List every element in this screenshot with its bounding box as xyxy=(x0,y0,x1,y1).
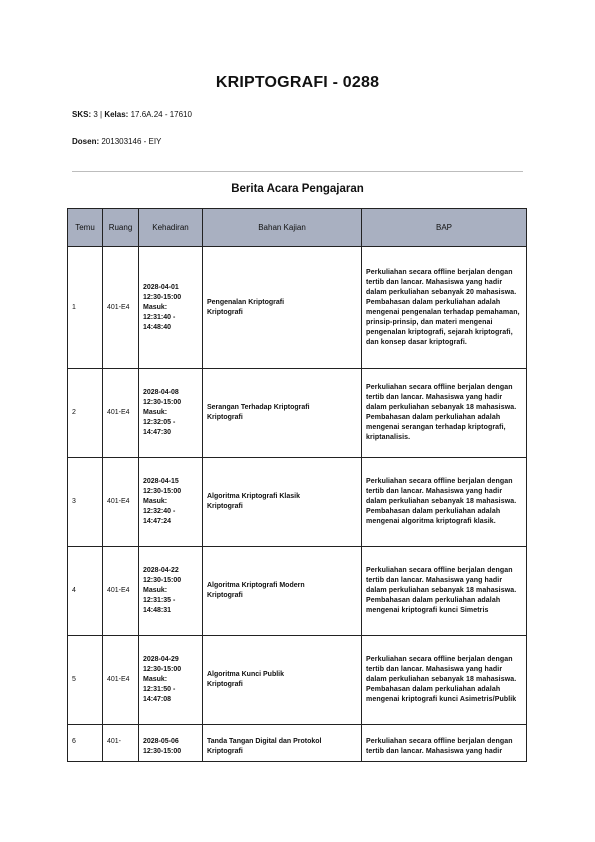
row-temu: 5 xyxy=(68,636,103,725)
row-temu: 6 xyxy=(68,725,103,762)
row-bap: Perkuliahan secara offline berjalan dengan tertib dan lancar. Mahasiswa yang hadir dalam perkuliahan sebanyak 18 mahasiswa. Pembahasan dalam perkuliahan adalah mengenai algoritma kriptografi klasik. xyxy=(362,458,527,547)
row-ruang: 401-E4 xyxy=(103,636,139,725)
row-bap: Perkuliahan secara offline berjalan dengan tertib dan lancar. Mahasiswa yang hadir dalam perkuliahan sebanyak 18 mahasiswa. Pembahasan dalam perkuliahan adalah mengenai serangan terhadap kriptografi, kriptanalisis. xyxy=(362,369,527,458)
row-bahan-kajian: Pengenalan Kriptografi Kriptografi xyxy=(203,247,362,369)
row-kehadiran: 2028-05-06 12:30-15:00 xyxy=(139,725,203,762)
kelas-value: 17.6A.24 - 17610 xyxy=(128,110,192,119)
dosen-value: 201303146 - EIY xyxy=(99,137,162,146)
table-header-row xyxy=(68,209,527,247)
row-kehadiran: 2028-04-29 12:30-15:00 Masuk: 12:31:50 - 14:47:08 xyxy=(139,636,203,725)
dosen-label: Dosen: xyxy=(72,137,100,146)
table-row xyxy=(68,247,527,369)
row-ruang: 401-E4 xyxy=(103,547,139,636)
header-temu: Temu xyxy=(68,209,103,247)
row-bahan-kajian: Algoritma Kunci Publik Kriptografi xyxy=(203,636,362,725)
table-row xyxy=(68,547,527,636)
row-kehadiran: 2028-04-01 12:30-15:00 Masuk: 12:31:40 - 14:48:40 xyxy=(139,247,203,369)
sks-label: SKS: xyxy=(72,110,92,119)
header-bahan-kajian: Bahan Kajian xyxy=(203,209,362,247)
row-bap: Perkuliahan secara offline berjalan dengan tertib dan lancar. Mahasiswa yang hadir dalam perkuliahan sebanyak 18 mahasiswa. Pembahasan dalam perkuliahan adalah mengenai kriptografi kunci Simetris xyxy=(362,547,527,636)
row-temu: 1 xyxy=(68,247,103,369)
sks-value: 3 | xyxy=(91,110,105,119)
row-bahan-kajian: Algoritma Kriptografi Modern Kriptografi xyxy=(203,547,362,636)
header-bap: BAP xyxy=(362,209,527,247)
row-bap: Perkuliahan secara offline berjalan dengan tertib dan lancar. Mahasiswa yang hadir dalam perkuliahan sebanyak 18 mahasiswa. Pembahasan dalam perkuliahan adalah mengenai kriptografi kunci Asimetris/Publik xyxy=(362,636,527,725)
row-ruang: 401- xyxy=(103,725,139,762)
row-kehadiran: 2028-04-15 12:30-15:00 Masuk: 12:32:40 - 14:47:24 xyxy=(139,458,203,547)
row-ruang: 401-E4 xyxy=(103,247,139,369)
section-title: Berita Acara Pengajaran xyxy=(231,183,364,195)
row-ruang: 401-E4 xyxy=(103,458,139,547)
course-info-line xyxy=(72,110,192,119)
row-kehadiran: 2028-04-22 12:30-15:00 Masuk: 12:31:35 - 14:48:31 xyxy=(139,547,203,636)
row-kehadiran: 2028-04-08 12:30-15:00 Masuk: 12:32:05 - 14:47:30 xyxy=(139,369,203,458)
row-temu: 3 xyxy=(68,458,103,547)
divider xyxy=(72,171,523,172)
course-title: KRIPTOGRAFI - 0288 xyxy=(215,74,380,91)
row-temu: 2 xyxy=(68,369,103,458)
bap-table xyxy=(67,208,527,762)
row-bap: Perkuliahan secara offline berjalan dengan tertib dan lancar. Mahasiswa yang hadir xyxy=(362,725,527,762)
table-row xyxy=(68,458,527,547)
row-bahan-kajian: Tanda Tangan Digital dan Protokol Kriptografi xyxy=(203,725,362,762)
table-row xyxy=(68,725,527,762)
table-row xyxy=(68,369,527,458)
kelas-label: Kelas: xyxy=(104,110,129,119)
row-bap: Perkuliahan secara offline berjalan dengan tertib dan lancar. Mahasiswa yang hadir dalam perkuliahan sebanyak 20 mahasiswa. Pembahasan dalam perkuliahan adalah mengenai pengenalan terhadap pemahaman, prinsip-prinsip, dan materi mengenai pengenalan kriptografi, sejarah kriptografi, dan konsep dasar kriptografi. xyxy=(362,247,527,369)
table-row xyxy=(68,636,527,725)
header-kehadiran: Kehadiran xyxy=(139,209,203,247)
row-bahan-kajian: Serangan Terhadap Kriptografi Kriptografi xyxy=(203,369,362,458)
lecturer-line xyxy=(72,137,161,146)
row-ruang: 401-E4 xyxy=(103,369,139,458)
header-ruang: Ruang xyxy=(103,209,139,247)
row-temu: 4 xyxy=(68,547,103,636)
row-bahan-kajian: Algoritma Kriptografi Klasik Kriptografi xyxy=(203,458,362,547)
